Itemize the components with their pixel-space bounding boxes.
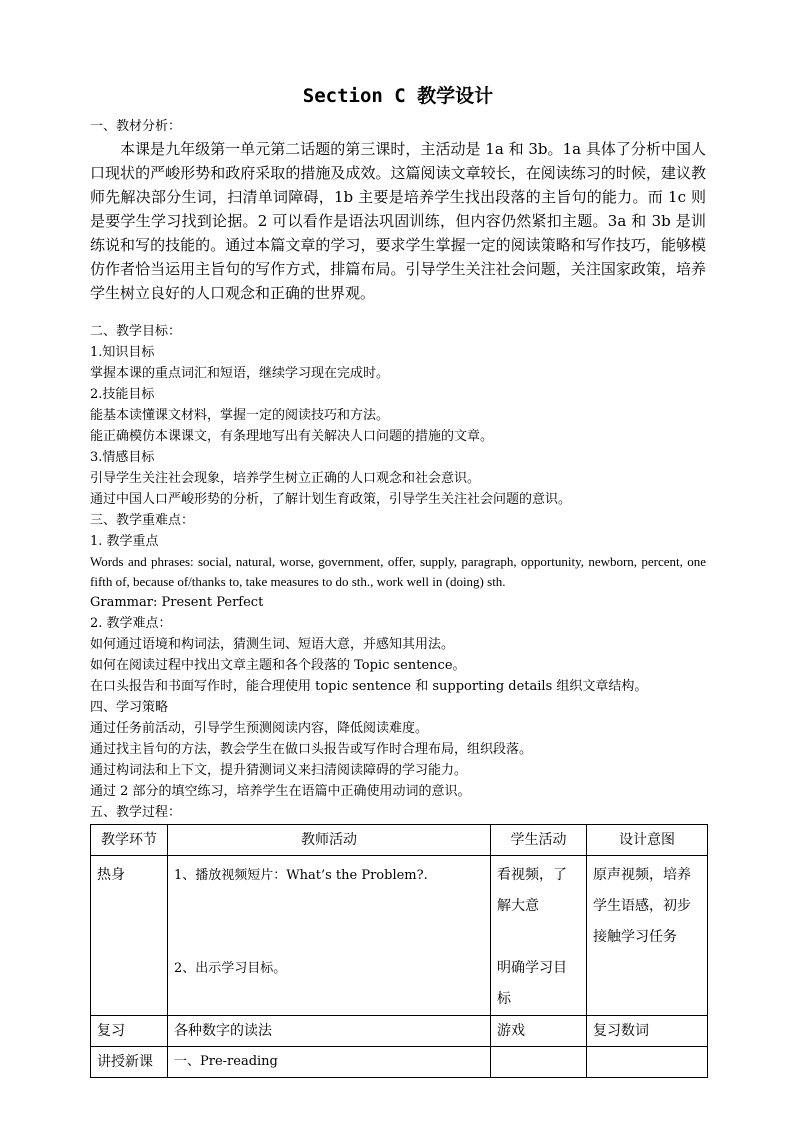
teacher-step: 1、播放视频短片：What’s the Problem?.: [174, 868, 428, 883]
section-heading: 一、教材分析：: [90, 119, 182, 134]
text-line: 通过中国人口严峻形势的分析，了解计划生育政策，引导学生关注社会问题的意识。: [90, 492, 572, 507]
text-line: 通过构词法和上下文，提升猜测词义来扫清阅读障碍的学习能力。: [90, 763, 468, 778]
student-step: 明确学习目标: [497, 960, 567, 1007]
intent-cell: 复习数词: [587, 1016, 708, 1047]
subheading: 2.技能目标: [90, 387, 155, 402]
section-heading: 三、教学重难点：: [90, 513, 195, 528]
text-line: 掌握本课的重点词汇和短语，继续学习现在完成时。: [90, 366, 390, 381]
text-line: 通过任务前活动，引导学生预测阅读内容，降低阅读难度。: [90, 721, 429, 736]
analysis-paragraph: 本课是九年级第一单元第二话题的第三课时，主活动是 1a 和 3b。1a 具体了分析中国人口现状的严峻形势和政府采取的措施及成效。这篇阅读文章较长，在阅读练习的时候，建议教师先解决部分生词，扫清单词障碍，1b 主要是培养学生找出段落的主旨句的能力。而 1c 则是要学生学习找到论据。2 可以看作是语法巩固训练，但内容仍然紧扣主题。3a 和 3b 是训练说和写的技能的。通过本篇文章的学习，要求学生掌握一定的阅读策略和写作技巧，能够模仿作者恰当运用主旨句的写作方式，排篇布局。引导学生关注社会问题，关注国家政策，培养学生树立良好的人口观念和正确的世界观。: [90, 140, 706, 302]
page-title: Section C 教学设计: [302, 85, 494, 107]
subheading: 2. 教学难点：: [90, 616, 172, 631]
section-heading: 二、教学目标：: [90, 324, 182, 339]
teacher-cell: 一、Pre-reading: [168, 1047, 491, 1078]
spacer: [174, 891, 484, 953]
teacher-cell: 各种数字的读法: [168, 1016, 491, 1047]
vocabulary-list: Words and phrases: social, natural, worse, government, offer, supply, paragraph, opportunity, newborn, percent, one fifth of, because of/thanks to, take measures to do sth., work well in (doing) sth.: [90, 554, 706, 589]
column-header: 教师活动: [168, 825, 491, 856]
text-line: 如何在阅读过程中找出文章主题和各个段落的 Topic sentence。: [90, 658, 466, 673]
text-line: 能正确模仿本课课文，有条理地写出有关解决人口问题的措施的文章。: [90, 429, 494, 444]
document-page: [90, 82, 706, 1078]
table-row: [91, 856, 708, 1016]
teacher-cell: [168, 856, 491, 1016]
section-heading: 五、教学过程：: [90, 805, 182, 820]
stage-cell: 复习: [91, 1016, 168, 1047]
spacer: [497, 922, 580, 953]
column-header: 设计意图: [587, 825, 708, 856]
student-step: 看视频，了解大意: [497, 867, 567, 914]
column-header: 学生活动: [491, 825, 587, 856]
spacer: [90, 305, 706, 321]
intent-cell: [587, 1047, 708, 1078]
process-table: [90, 824, 708, 1078]
text-line: 引导学生关注社会现象，培养学生树立正确的人口观念和社会意识。: [90, 471, 481, 486]
stage-cell: 讲授新课: [91, 1047, 168, 1078]
table-row: [91, 1047, 708, 1078]
subheading: 3.情感目标: [90, 450, 155, 465]
text-line: 在口头报告和书面写作时，能合理使用 topic sentence 和 supporting details 组织文章结构。: [90, 679, 648, 694]
teacher-step: 2、出示学习目标。: [174, 961, 287, 976]
student-cell: [491, 1047, 587, 1078]
text-line: 能基本读懂课文材料，掌握一定的阅读技巧和方法。: [90, 408, 390, 423]
grammar-line: Grammar: Present Perfect: [90, 595, 264, 610]
subheading: 1. 教学重点: [90, 534, 159, 549]
student-cell: [491, 856, 587, 1016]
text-line: 通过找主旨句的方法，教会学生在做口头报告或写作时合理布局，组织段落。: [90, 742, 533, 757]
text-line: 通过 2 部分的填空练习，培养学生在语篇中正确使用动词的意识。: [90, 784, 471, 799]
table-header-row: [91, 825, 708, 856]
student-cell: 游戏: [491, 1016, 587, 1047]
section-heading: 四、学习策略: [90, 700, 169, 715]
subheading: 1.知识目标: [90, 345, 155, 360]
intent-cell: 原声视频，培养学生语感，初步接触学习任务: [587, 856, 708, 1016]
text-line: 如何通过语境和构词法，猜测生词、短语大意，并感知其用法。: [90, 637, 455, 652]
table-row: [91, 1016, 708, 1047]
column-header: 教学环节: [91, 825, 168, 856]
stage-cell: 热身: [91, 856, 168, 1016]
